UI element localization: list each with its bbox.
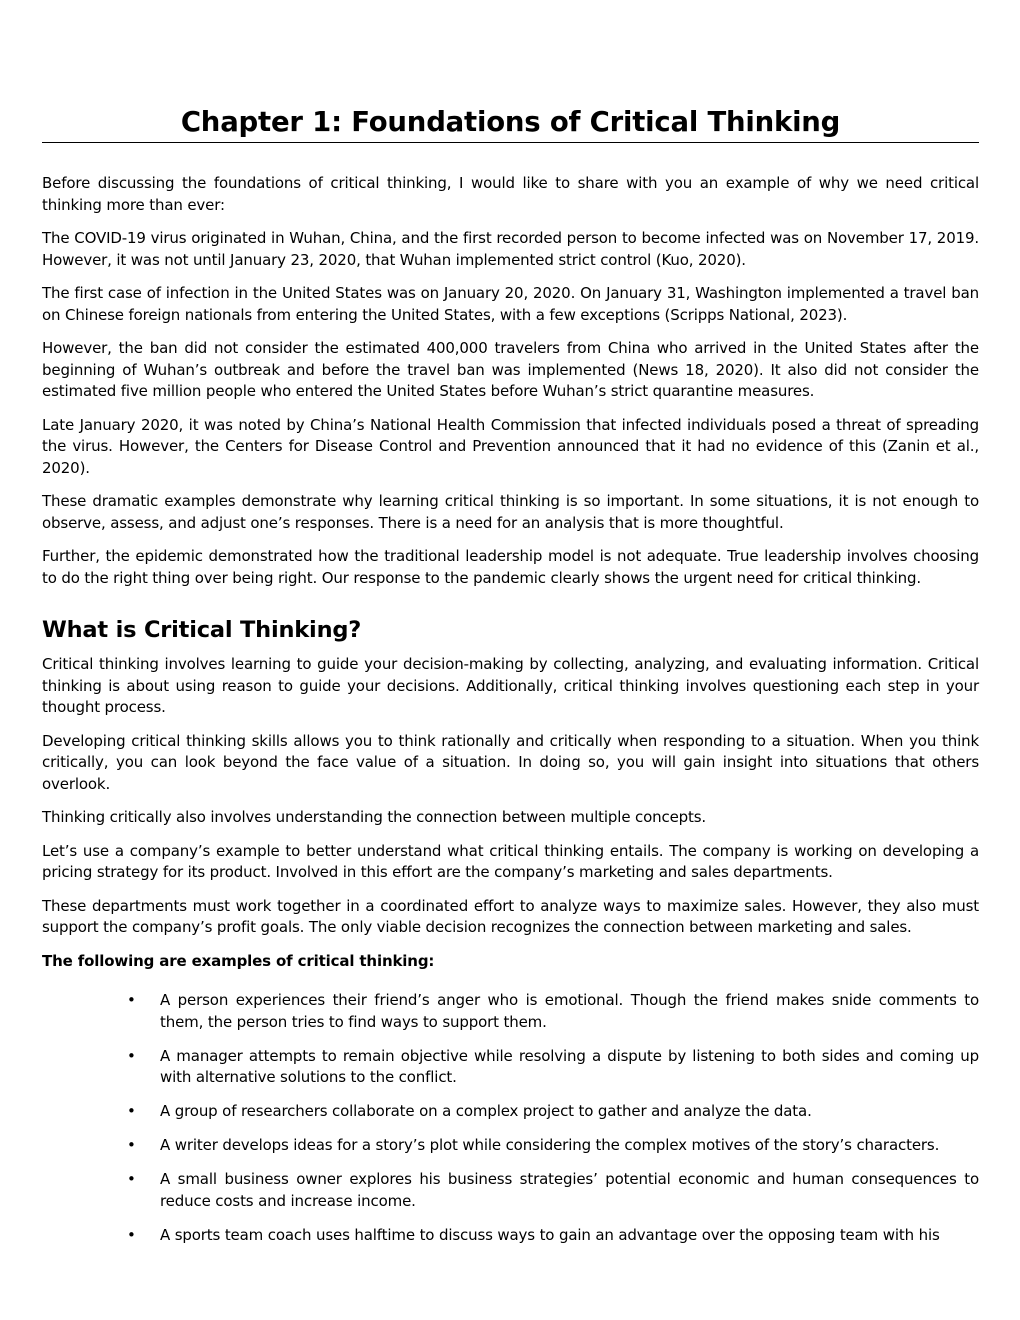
- list-item-text: A person experiences their friend’s anger who is emotional. Though the friend makes snide comments to them, the person tries to find ways to support them.: [160, 991, 979, 1031]
- list-item-text: A manager attempts to remain objective while resolving a dispute by listening to both sides and coming up with alternative solutions to the conflict.: [160, 1046, 979, 1086]
- bullet-icon: •: [127, 1170, 136, 1188]
- list-item-text: A small business owner explores his business strategies’ potential economic and human consequences to reduce costs and increase income.: [160, 1170, 979, 1210]
- intro-paragraph: These dramatic examples demonstrate why learning critical thinking is so important. In some situations, it is not enough to observe, assess, and adjust one’s responses. There is a need for an analysis that is more thoughtful.: [42, 492, 979, 532]
- list-item: [127, 1046, 979, 1089]
- intro-paragraph: Late January 2020, it was noted by China’s National Health Commission that infected individuals posed a threat of spreading the virus. However, the Centers for Disease Control and Prevention announced that it had no evidence of this (Zanin et al., 2020).: [42, 415, 979, 477]
- list-item-text: A sports team coach uses halftime to discuss ways to gain an advantage over the opposing team with his: [160, 1225, 940, 1244]
- section-paragraph: Critical thinking involves learning to guide your decision-making by collecting, analyzing, and evaluating information. Critical thinking is about using reason to guide your decisions. Additionally, critical thinking involves questioning each step in your thought process.: [42, 655, 979, 716]
- intro-paragraph: Before discussing the foundations of critical thinking, I would like to share with you an example of why we need critical thinking more than ever:: [42, 174, 979, 214]
- list-item: [127, 1225, 979, 1247]
- list-item: [127, 1135, 979, 1157]
- bullet-icon: •: [127, 1046, 136, 1065]
- bullet-icon: •: [127, 991, 136, 1009]
- chapter-title: Chapter 1: Foundations of Critical Thinking: [42, 104, 979, 143]
- list-item-text: A writer develops ideas for a story’s plot while considering the complex motives of the story’s characters.: [160, 1136, 940, 1154]
- intro-paragraph: However, the ban did not consider the estimated 400,000 travelers from China who arrived in the United States after the beginning of Wuhan’s outbreak and before the travel ban was implemented (News 18, 2020). It also did not consider the estimated five million people who entered the United States before Wuhan’s strict quarantine measures.: [42, 339, 979, 400]
- section-paragraph: Developing critical thinking skills allows you to think rationally and critically when responding to a situation. When you think critically, you can look beyond the face value of a situation. In doing so, you will gain insight into situations that others overlook.: [42, 731, 979, 793]
- list-item: [127, 1101, 979, 1123]
- examples-lead: The following are examples of critical thinking:: [42, 951, 435, 970]
- bullet-icon: •: [127, 1136, 136, 1154]
- examples-list: [42, 990, 979, 1246]
- section-paragraph: These departments must work together in a coordinated effort to analyze ways to maximize sales. However, they also must support the company’s profit goals. The only viable decision recognizes the connection between marketing and sales.: [42, 896, 979, 936]
- intro-paragraph: The COVID-19 virus originated in Wuhan, China, and the first recorded person to become infected was on November 17, 2019. However, it was not until January 23, 2020, that Wuhan implemented strict control (Kuo, 2020).: [42, 229, 979, 269]
- document-page: [42, 104, 979, 1259]
- list-item: [127, 1169, 979, 1212]
- bullet-icon: •: [127, 1225, 136, 1244]
- intro-paragraph: The first case of infection in the United States was on January 20, 2020. On January 31, Washington implemented a travel ban on Chinese foreign nationals from entering the United States, with a few exceptions (Scripps National, 2023).: [42, 284, 979, 324]
- list-item-text: A group of researchers collaborate on a complex project to gather and analyze the data.: [160, 1102, 812, 1120]
- bullet-icon: •: [127, 1102, 136, 1120]
- section-paragraph: Let’s use a company’s example to better understand what critical thinking entails. The company is working on developing a pricing strategy for its product. Involved in this effort are the company’s marketing and sales departments.: [42, 841, 979, 881]
- section-heading: What is Critical Thinking?: [42, 617, 362, 643]
- section-paragraph: Thinking critically also involves understanding the connection between multiple concepts.: [42, 808, 707, 826]
- list-item: [127, 990, 979, 1033]
- intro-paragraph: Further, the epidemic demonstrated how the traditional leadership model is not adequate. True leadership involves choosing to do the right thing over being right. Our response to the pandemic clearly shows the urgent need for critical thinking.: [42, 547, 979, 587]
